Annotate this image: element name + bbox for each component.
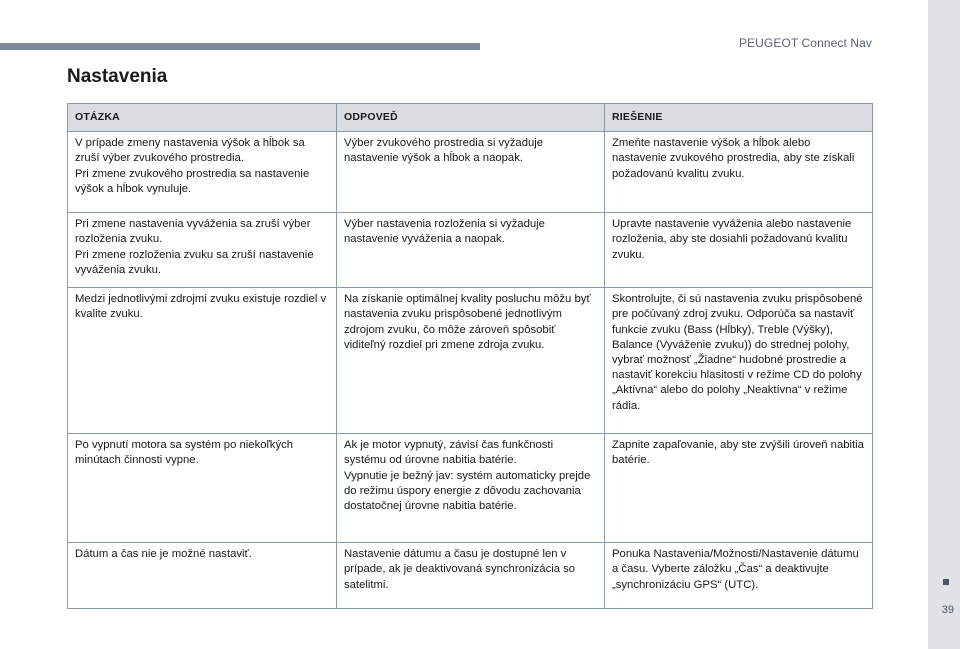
question-cell — [68, 543, 337, 609]
solution-cell — [605, 543, 873, 609]
cell-text: Vypnutie je bežný jav: systém automaticky prejde do režimu úspory energie z dôvodu zachovania dostatočnej úrovne nabitia batérie. — [344, 469, 591, 513]
cell-text: Na získanie optimálnej kvality posluchu môžu byť nastavenia zvuku prispôsobené jednotlivým zdrojom zvuku, čo môže zároveň spôsobiť viditeľný rozdiel pri zmene zdroja zvuku. — [344, 293, 591, 351]
cell-text: V prípade zmeny nastavenia výšok a hĺbok sa zruší výber zvukového prostredia. — [75, 137, 305, 165]
page-number: 39 — [941, 604, 954, 616]
table-row — [68, 288, 873, 434]
faq-table — [67, 103, 873, 609]
table-header-row — [68, 104, 873, 132]
cell-text: Výber nastavenia rozloženia si vyžaduje nastavenie vyváženia a naopak. — [344, 218, 545, 246]
column-header-solution: RIEŠENIE — [605, 104, 873, 132]
page-marker-icon — [943, 579, 949, 585]
answer-cell — [337, 213, 605, 288]
cell-text: Upravte nastavenie vyváženia alebo nastavenie rozloženia, aby ste dosiahli požadovanú kvalitu zvuku. — [612, 218, 852, 261]
cell-text: Nastavenie dátumu a času je dostupné len v prípade, ak je deaktivovaná synchronizácia so satelitmi. — [344, 548, 576, 591]
answer-cell — [337, 288, 605, 434]
question-cell — [68, 132, 337, 213]
table-row — [68, 434, 873, 543]
cell-text: Dátum a čas nie je možné nastaviť. — [75, 548, 252, 561]
cell-text: Výber zvukového prostredia si vyžaduje nastavenie výšok a hĺbok a naopak. — [344, 137, 544, 165]
cell-text: Ponuka Nastavenia/Možnosti/Nastavenie dátumu a času. Vyberte záložku „Čas“ a deaktivujte „synchronizáciu GPS“ (UTC). — [612, 548, 859, 591]
solution-cell — [605, 132, 873, 213]
table-row — [68, 213, 873, 288]
cell-text: Pri zmene rozloženia zvuku sa zruší nastavenie vyváženia zvuku. — [75, 248, 314, 276]
question-cell — [68, 213, 337, 288]
page-title: Nastavenia — [67, 66, 168, 87]
column-header-question: OTÁZKA — [68, 104, 337, 132]
header-rule — [0, 43, 480, 50]
solution-cell — [605, 213, 873, 288]
solution-cell — [605, 288, 873, 434]
cell-text: Zapnite zapaľovanie, aby ste zvýšili úroveň nabitia batérie. — [612, 439, 864, 467]
side-band — [928, 0, 960, 649]
cell-text: Zmeňte nastavenie výšok a hĺbok alebo nastavenie zvukového prostredia, aby ste získali požadovanú kvalitu zvuku. — [612, 137, 855, 180]
cell-text: Skontrolujte, či sú nastavenia zvuku prispôsobené pre počúvaný zdroj zvuku. Odporúča sa nastaviť funkcie zvuku (Bass (Hĺbky), Treble (Výšky), Balance (Vyváženie zvuku)) do strednej polohy, vybrať možnosť „Žiadne“ hudobné prostredie a nastaviť korekciu hlasitosti v režime CD do polohy „Aktívna“ alebo do polohy „Neaktívna“ v režime rádia. — [612, 293, 863, 412]
cell-text: Pri zmene zvukového prostredia sa nastavenie výšok a hĺbok vynuluje. — [75, 167, 310, 195]
cell-text: Ak je motor vypnutý, závisí čas funkčnosti systému od úrovne nabitia batérie. — [344, 439, 554, 467]
table-row — [68, 132, 873, 213]
cell-text: Pri zmene nastavenia vyváženia sa zruší výber rozloženia zvuku. — [75, 218, 311, 246]
cell-text: Po vypnutí motora sa systém po niekoľkých minútach činnosti vypne. — [75, 439, 294, 467]
solution-cell — [605, 434, 873, 543]
table-row — [68, 543, 873, 609]
cell-text: Medzi jednotlivými zdrojmi zvuku existuje rozdiel v kvalite zvuku. — [75, 293, 327, 321]
answer-cell — [337, 132, 605, 213]
question-cell — [68, 434, 337, 543]
column-header-answer: ODPOVEĎ — [337, 104, 605, 132]
answer-cell — [337, 543, 605, 609]
answer-cell — [337, 434, 605, 543]
question-cell — [68, 288, 337, 434]
brand-label: PEUGEOT Connect Nav — [738, 36, 872, 50]
